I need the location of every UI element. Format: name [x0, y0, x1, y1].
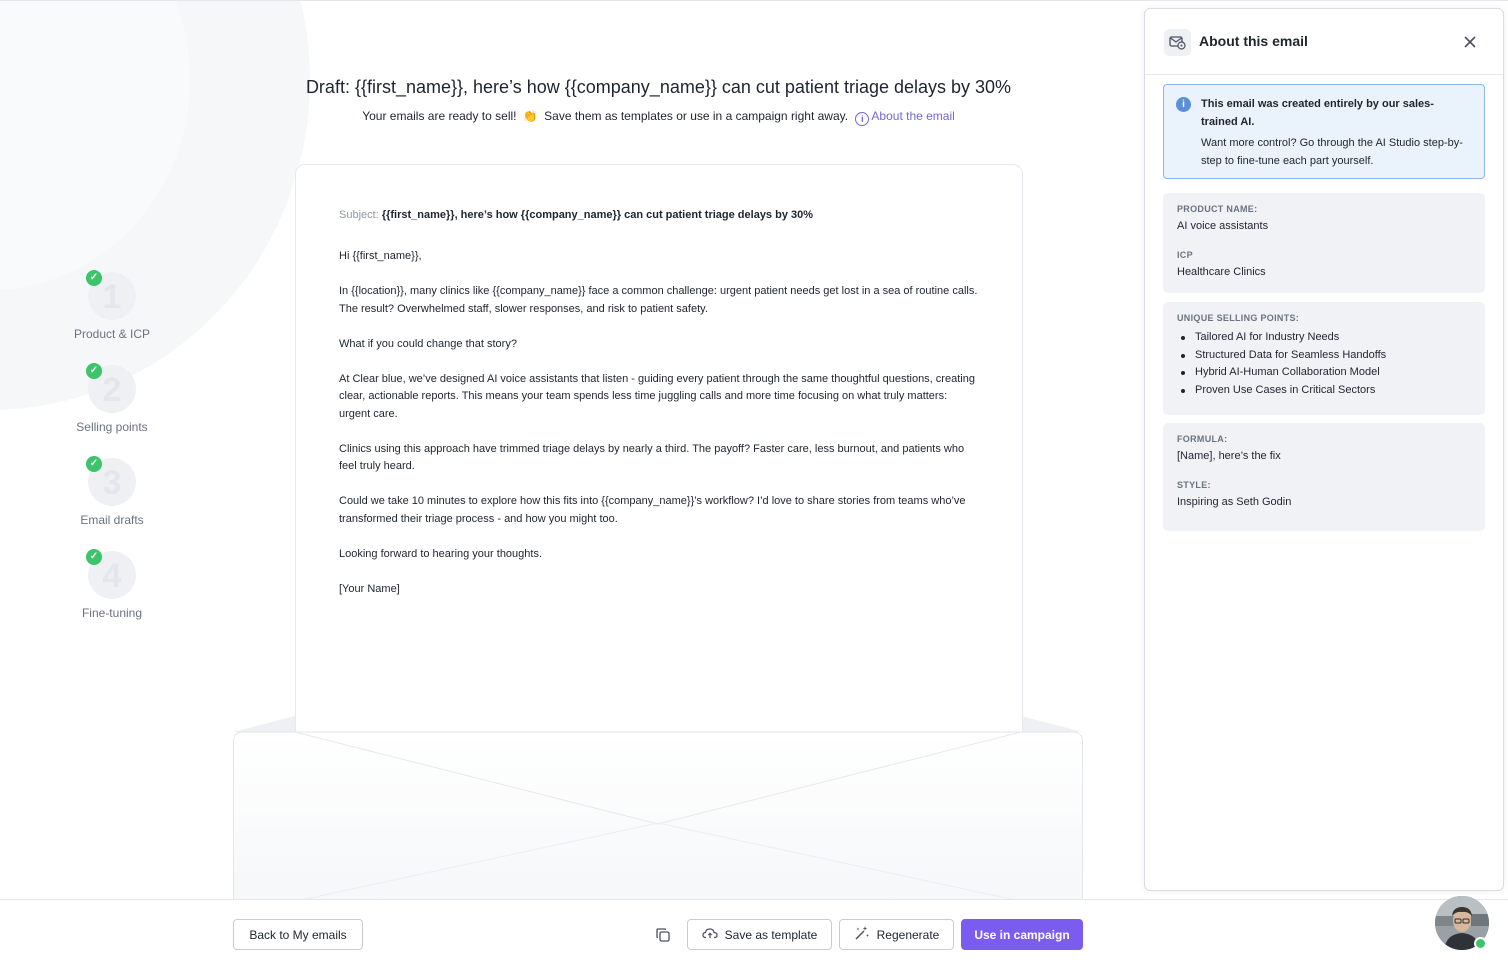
panel-header: [1145, 9, 1503, 75]
formula-value: [Name], here’s the fix: [1177, 450, 1281, 462]
email-paragraph: Looking forward to hearing your thoughts.: [339, 547, 543, 560]
email-paragraph: What if you could change that story?: [339, 337, 517, 350]
subject-text: {{first_name}}, here’s how {{company_name}} can cut patient triage delays by 30%: [381, 209, 814, 221]
step-label: Selling points: [76, 420, 148, 434]
email-paragraph: In {{location}}, many clinics like {{company_name}} face a common challenge: urgent patient needs get lost in a sea of routine calls. The result? Overwhelmed staff, slower responses, and risk to patient safety.: [339, 285, 978, 315]
usp-card: [1163, 302, 1485, 415]
progress-steps: [60, 272, 164, 644]
usp-list: [1177, 329, 1471, 399]
formula-card: [1163, 423, 1485, 531]
check-icon: ✓: [86, 363, 102, 379]
ai-notice: [1163, 84, 1485, 179]
check-icon: ✓: [86, 270, 102, 286]
step-selling-points[interactable]: [60, 365, 164, 458]
use-button-label: Use in campaign: [974, 927, 1070, 942]
save-button-label: Save as template: [724, 927, 818, 942]
regenerate-button[interactable]: [839, 919, 954, 950]
step-number: 1: [102, 278, 122, 316]
back-to-emails-button[interactable]: [233, 919, 363, 950]
back-button-label: Back to My emails: [249, 927, 347, 942]
email-paragraph: Hi {{first_name}},: [339, 250, 422, 262]
clap-icon: 👏: [522, 109, 538, 123]
step-number: 3: [102, 464, 122, 502]
step-circle: [88, 458, 136, 506]
style-label: STYLE:: [1177, 480, 1211, 490]
icp-value: Healthcare Clinics: [1177, 266, 1266, 278]
list-item: Tailored AI for Industry Needs: [1177, 329, 1471, 347]
top-divider: [0, 0, 1508, 1]
panel-title: About this email: [1199, 33, 1308, 49]
step-circle: [88, 272, 136, 320]
icp-label: ICP: [1177, 250, 1193, 260]
step-label: Product & ICP: [73, 327, 151, 341]
formula-label: FORMULA:: [1177, 434, 1228, 444]
copy-icon[interactable]: [655, 927, 671, 943]
email-paragraph: Could we take 10 minutes to explore how this fits into {{company_name}}’s workflow? I’d love to share stories from teams who’ve transformed their triage process - and how you might too.: [339, 495, 966, 525]
step-email-drafts[interactable]: [60, 458, 164, 551]
product-value: AI voice assistants: [1177, 220, 1269, 232]
email-paragraph: Clinics using this approach have trimmed triage delays by nearly a third. The payoff? Faster care, less burnout, and patients who feel truly heard.: [339, 442, 965, 472]
list-item: Hybrid AI-Human Collaboration Model: [1177, 364, 1471, 382]
notice-title: This email was created entirely by our sales-trained AI.: [1201, 98, 1434, 128]
list-item: Proven Use Cases in Critical Sectors: [1177, 382, 1471, 400]
step-number: 2: [102, 371, 122, 409]
product-card: [1163, 193, 1485, 293]
use-in-campaign-button[interactable]: [961, 919, 1083, 950]
product-label: PRODUCT NAME:: [1177, 204, 1258, 214]
check-icon: ✓: [86, 549, 102, 565]
check-icon: ✓: [86, 456, 102, 472]
notice-text: Want more control? Go through the AI Studio step-by-step to fine-tune each part yourself.: [1201, 137, 1463, 167]
style-value: Inspiring as Seth Godin: [1177, 496, 1292, 508]
page-subtitle: [295, 109, 1022, 126]
list-item: Structured Data for Seamless Handoffs: [1177, 347, 1471, 365]
regenerate-button-label: Regenerate: [876, 927, 940, 942]
subject-label: Subject:: [339, 209, 379, 221]
email-preview: [295, 164, 1023, 764]
step-circle: [88, 365, 136, 413]
step-product-icp[interactable]: [60, 272, 164, 365]
info-icon: i: [855, 112, 869, 126]
usp-label: UNIQUE SELLING POINTS:: [1177, 313, 1300, 323]
email-body: [339, 248, 979, 598]
subtitle-text-after: Save them as templates or use in a campaign right away.: [544, 109, 849, 123]
envelope-front: [233, 716, 1083, 906]
magic-wand-icon: [854, 925, 870, 944]
close-icon[interactable]: [1461, 33, 1479, 51]
about-email-link[interactable]: [855, 109, 954, 123]
save-as-template-button[interactable]: [687, 919, 832, 950]
about-email-panel: [1144, 8, 1504, 891]
online-status-indicator: [1474, 937, 1487, 950]
info-icon: i: [1176, 97, 1191, 112]
email-paragraph: At Clear blue, we’ve designed AI voice assistants that listen - guiding every patient through the same thoughtful questions, creating clear, actionable reports. This means your team spends less time juggling calls and more time focusing on what truly matters: urgent care.: [339, 372, 975, 420]
step-fine-tuning[interactable]: [60, 551, 164, 644]
step-label: Fine-tuning: [81, 606, 143, 620]
step-circle: [88, 551, 136, 599]
page-title: Draft: {{first_name}}, here’s how {{company_name}} can cut patient triage delays by 30%: [305, 77, 1012, 97]
step-number: 4: [102, 557, 122, 595]
mail-settings-icon: [1164, 29, 1191, 56]
cloud-upload-icon: [702, 927, 718, 942]
step-label: Email drafts: [80, 513, 144, 527]
email-paragraph: [Your Name]: [339, 582, 400, 595]
subtitle-text: Your emails are ready to sell!: [362, 109, 517, 123]
about-email-link-label: About the email: [871, 109, 955, 123]
email-subject: [339, 209, 979, 221]
